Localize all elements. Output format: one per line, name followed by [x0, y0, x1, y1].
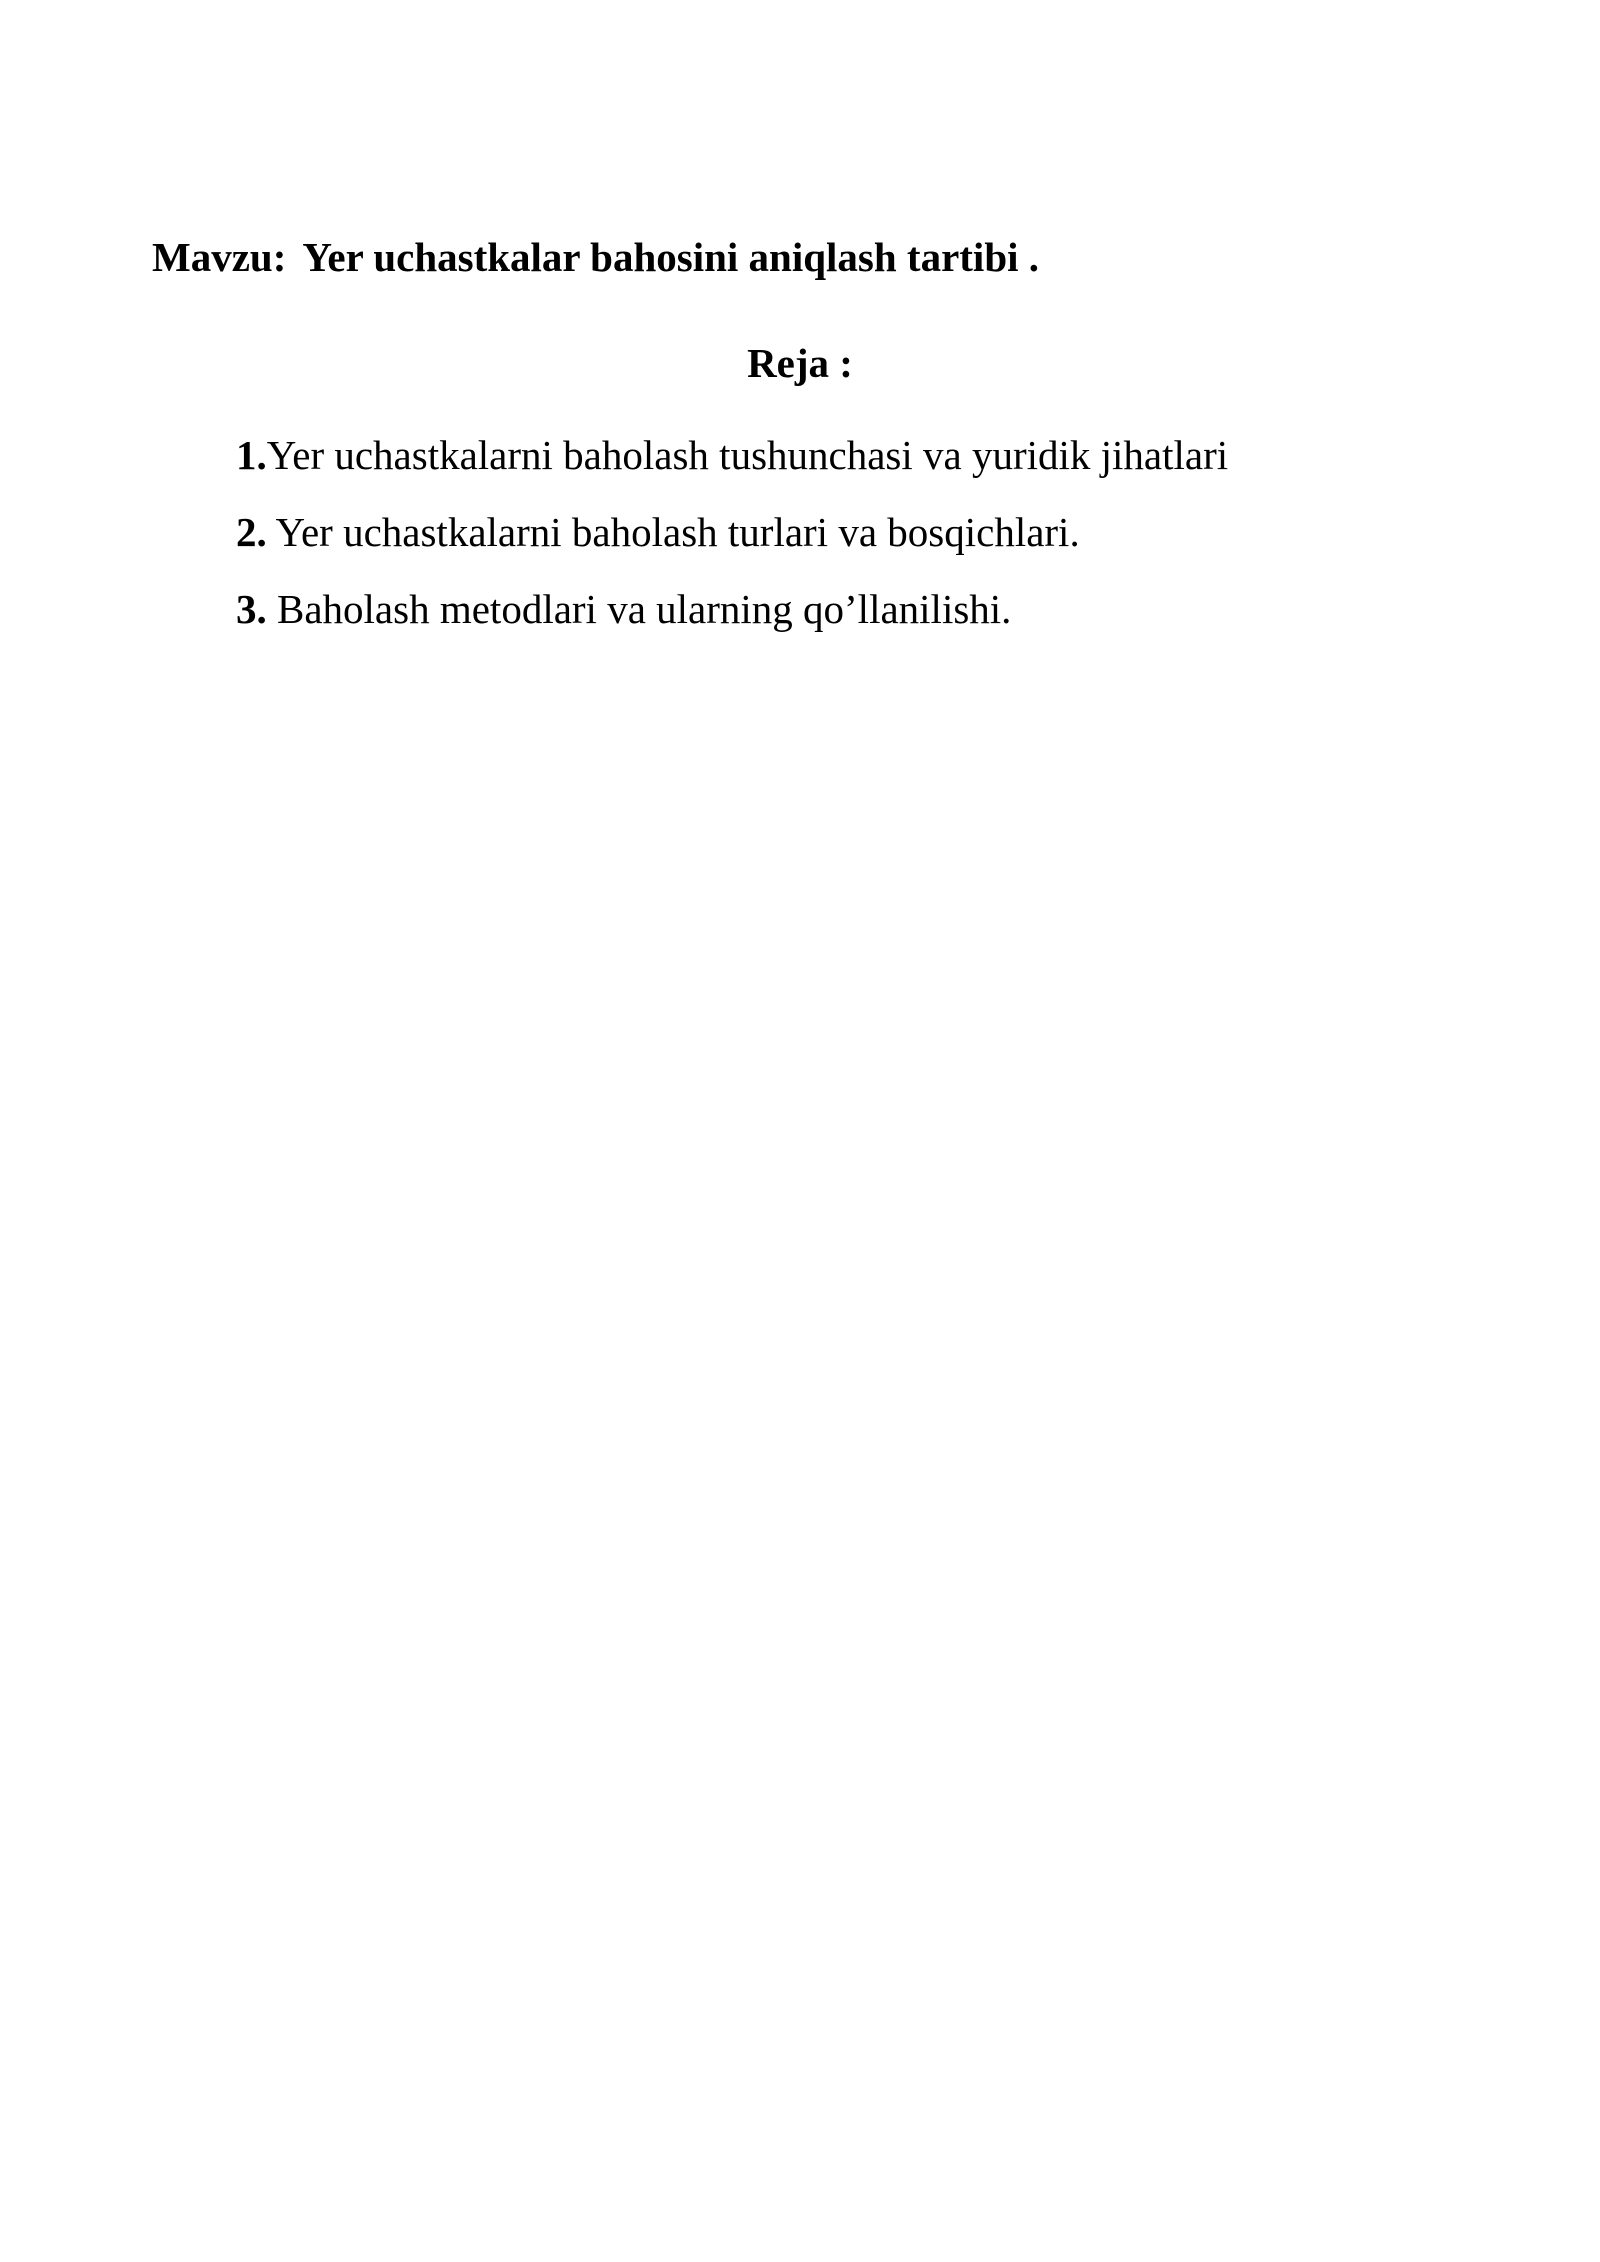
plan-item-number: 2. [236, 509, 267, 555]
plan-item-number: 3. [236, 586, 267, 632]
plan-item-text: Baholash metodlari va ularning qo’llanilishi. [266, 586, 1012, 632]
plan-heading: Reja : [747, 340, 853, 386]
topic-line [152, 230, 1039, 284]
plan-item-1 [236, 428, 1228, 482]
plan-item-text: Yer uchastkalarni baholash tushunchasi va yuridik jihatlari [266, 432, 1229, 478]
plan-item-number: 1. [236, 432, 267, 478]
plan-list [236, 428, 1228, 659]
topic-title: Yer uchastkalar bahosini aniqlash tartibi . [302, 234, 1040, 280]
plan-item-2 [236, 505, 1228, 559]
plan-item-text: Yer uchastkalarni baholash turlari va bosqichlari. [266, 509, 1080, 555]
topic-label: Mavzu: [152, 234, 287, 280]
plan-item-3 [236, 582, 1228, 636]
